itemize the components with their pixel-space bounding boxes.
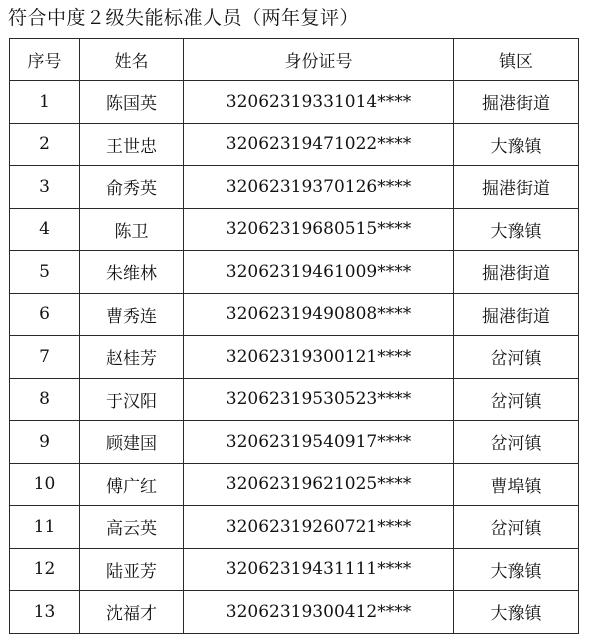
cell-no: 13 [10, 591, 80, 634]
cell-town: 曹埠镇 [454, 463, 579, 506]
cell-name: 高云英 [80, 506, 184, 549]
cell-no: 1 [10, 81, 80, 124]
table-row [10, 336, 579, 379]
cell-no: 6 [10, 293, 80, 336]
cell-name: 陆亚芳 [80, 548, 184, 591]
cell-name: 赵桂芳 [80, 336, 184, 379]
cell-town: 岔河镇 [454, 336, 579, 379]
cell-town: 大豫镇 [454, 123, 579, 166]
table-row [10, 81, 579, 124]
cell-id-number: 32062319431111**** [184, 548, 454, 591]
cell-town: 掘港街道 [454, 81, 579, 124]
cell-id-number: 32062319621025**** [184, 463, 454, 506]
cell-no: 8 [10, 378, 80, 421]
document-title: 符合中度２级失能标准人员（两年复评） [8, 7, 360, 29]
header-town: 镇区 [454, 39, 579, 81]
cell-name: 王世忠 [80, 123, 184, 166]
cell-town: 大豫镇 [454, 591, 579, 634]
cell-id-number: 32062319540917**** [184, 421, 454, 464]
cell-name: 朱维林 [80, 251, 184, 294]
cell-town: 岔河镇 [454, 506, 579, 549]
roster-table [9, 38, 579, 634]
cell-id-number: 32062319331014**** [184, 81, 454, 124]
cell-no: 11 [10, 506, 80, 549]
cell-name: 曹秀连 [80, 293, 184, 336]
table-header-row [10, 39, 579, 81]
cell-no: 10 [10, 463, 80, 506]
header-no: 序号 [10, 39, 80, 81]
table-row [10, 463, 579, 506]
cell-no: 4 [10, 208, 80, 251]
cell-name: 顾建国 [80, 421, 184, 464]
cell-no: 9 [10, 421, 80, 464]
table-row [10, 506, 579, 549]
table-row [10, 123, 579, 166]
cell-name: 陈国英 [80, 81, 184, 124]
table-row [10, 378, 579, 421]
table-row [10, 548, 579, 591]
table-row [10, 293, 579, 336]
cell-id-number: 32062319370126**** [184, 166, 454, 209]
cell-id-number: 32062319471022**** [184, 123, 454, 166]
cell-no: 3 [10, 166, 80, 209]
table-row [10, 166, 579, 209]
cell-name: 陈卫 [80, 208, 184, 251]
cell-id-number: 32062319300412**** [184, 591, 454, 634]
cell-town: 大豫镇 [454, 208, 579, 251]
cell-id-number: 32062319300121**** [184, 336, 454, 379]
cell-no: 7 [10, 336, 80, 379]
header-id-number: 身份证号 [184, 39, 454, 81]
cell-town: 掘港街道 [454, 293, 579, 336]
cell-name: 沈福才 [80, 591, 184, 634]
header-name: 姓名 [80, 39, 184, 81]
cell-id-number: 32062319680515**** [184, 208, 454, 251]
cell-name: 于汉阳 [80, 378, 184, 421]
cell-town: 掘港街道 [454, 251, 579, 294]
cell-id-number: 32062319530523**** [184, 378, 454, 421]
cell-name: 俞秀英 [80, 166, 184, 209]
cell-town: 岔河镇 [454, 378, 579, 421]
cell-id-number: 32062319461009**** [184, 251, 454, 294]
cell-id-number: 32062319260721**** [184, 506, 454, 549]
cell-no: 12 [10, 548, 80, 591]
table-body [10, 81, 579, 634]
cell-no: 2 [10, 123, 80, 166]
table-row [10, 251, 579, 294]
cell-no: 5 [10, 251, 80, 294]
table-row [10, 208, 579, 251]
table-row [10, 591, 579, 634]
table-row [10, 421, 579, 464]
cell-town: 岔河镇 [454, 421, 579, 464]
cell-id-number: 32062319490808**** [184, 293, 454, 336]
cell-town: 大豫镇 [454, 548, 579, 591]
cell-town: 掘港街道 [454, 166, 579, 209]
cell-name: 傅广红 [80, 463, 184, 506]
